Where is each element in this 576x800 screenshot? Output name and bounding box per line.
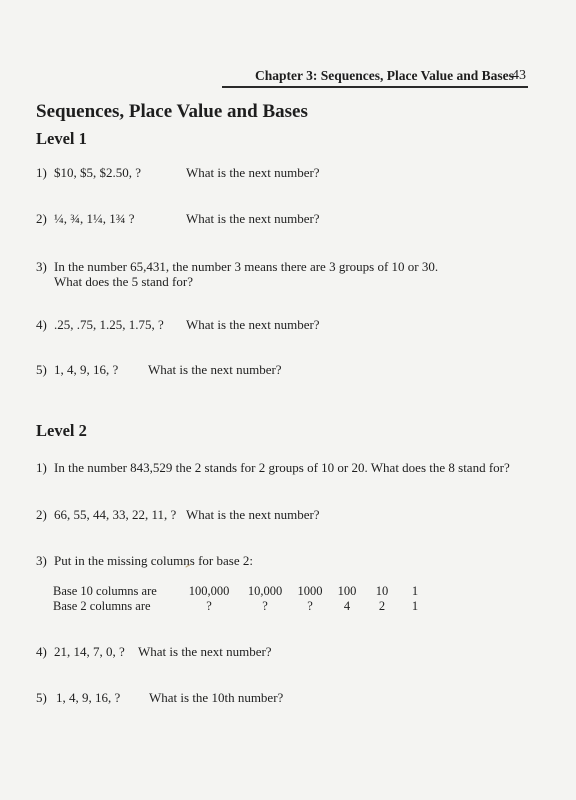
level2-question-1 (36, 460, 546, 478)
page-title: Sequences, Place Value and Bases (36, 101, 308, 122)
base2-row-label: Base 2 columns are (53, 599, 151, 613)
base2-cell: ? (262, 599, 268, 613)
question-number: 4) (36, 644, 47, 659)
page-number: 43 (512, 68, 526, 83)
question-number: 3) (36, 259, 47, 274)
question-ask: What is the next number? (186, 165, 320, 180)
question-number: 1) (36, 165, 47, 180)
chapter-header-title: Chapter 3: Sequences, Place Value and Bases (255, 68, 514, 83)
question-text: In the number 65,431, the number 3 means there are 3 groups of 10 or 30. (54, 259, 439, 274)
question-text: 1, 4, 9, 16, ? (56, 690, 121, 705)
level2-question-5 (36, 690, 536, 708)
base10-cell: 100,000 (188, 584, 230, 598)
question-ask: What is the next number? (186, 211, 320, 226)
base2-cell: ? (206, 599, 212, 613)
question-ask: What is the 10th number? (149, 690, 284, 705)
base10-cell: 10 (375, 584, 389, 598)
level1-question-1 (36, 165, 536, 183)
question-text: Put in the missing columns for base 2: (54, 553, 253, 568)
question-text: 1, 4, 9, 16, ? (54, 362, 119, 377)
question-ask: What is the next number? (186, 317, 320, 332)
question-number: 4) (36, 317, 47, 332)
base10-cell: 1 (411, 584, 419, 598)
question-text: 21, 14, 7, 0, ? (54, 644, 125, 659)
base10-row-label: Base 10 columns are (53, 584, 157, 598)
level2-question-3 (36, 553, 536, 571)
question-number: 1) (36, 460, 47, 475)
base2-cell: ? (307, 599, 313, 613)
question-number: 5) (36, 362, 47, 377)
question-number: 2) (36, 211, 47, 226)
header-rule (222, 86, 528, 88)
level1-question-5 (36, 362, 536, 380)
question-text: .25, .75, 1.25, 1.75, ? (54, 317, 164, 332)
base2-cell: 1 (411, 599, 419, 613)
level2-heading: Level 2 (36, 421, 87, 440)
question-number: 5) (36, 690, 47, 705)
question-text: 66, 55, 44, 33, 22, 11, ? (54, 507, 177, 522)
question-text-line2: What does the 5 stand for? (54, 274, 193, 289)
question-text: $10, $5, $2.50, ? (54, 165, 142, 180)
level2-question-2 (36, 507, 536, 525)
question-text: In the number 843,529 the 2 stands for 2 groups of 10 or 20. What does the 8 stand for? (54, 460, 510, 475)
question-number: 3) (36, 553, 47, 568)
base10-cell: 10,000 (247, 584, 283, 598)
question-ask: What is the next number? (186, 507, 320, 522)
question-text: ¼, ¾, 1¼, 1¾ ? (54, 211, 135, 226)
base2-cell: 2 (378, 599, 386, 613)
base2-cell: 4 (343, 599, 351, 613)
question-ask: What is the next number? (148, 362, 282, 377)
level1-question-4 (36, 317, 536, 335)
level1-question-3 (36, 259, 536, 293)
question-number: 2) (36, 507, 47, 522)
level1-heading: Level 1 (36, 129, 87, 148)
question-ask: What is the next number? (138, 644, 272, 659)
level1-question-2 (36, 211, 536, 229)
level2-question-4 (36, 644, 536, 662)
base10-cell: 1000 (297, 584, 323, 598)
base10-cell: 100 (337, 584, 357, 598)
